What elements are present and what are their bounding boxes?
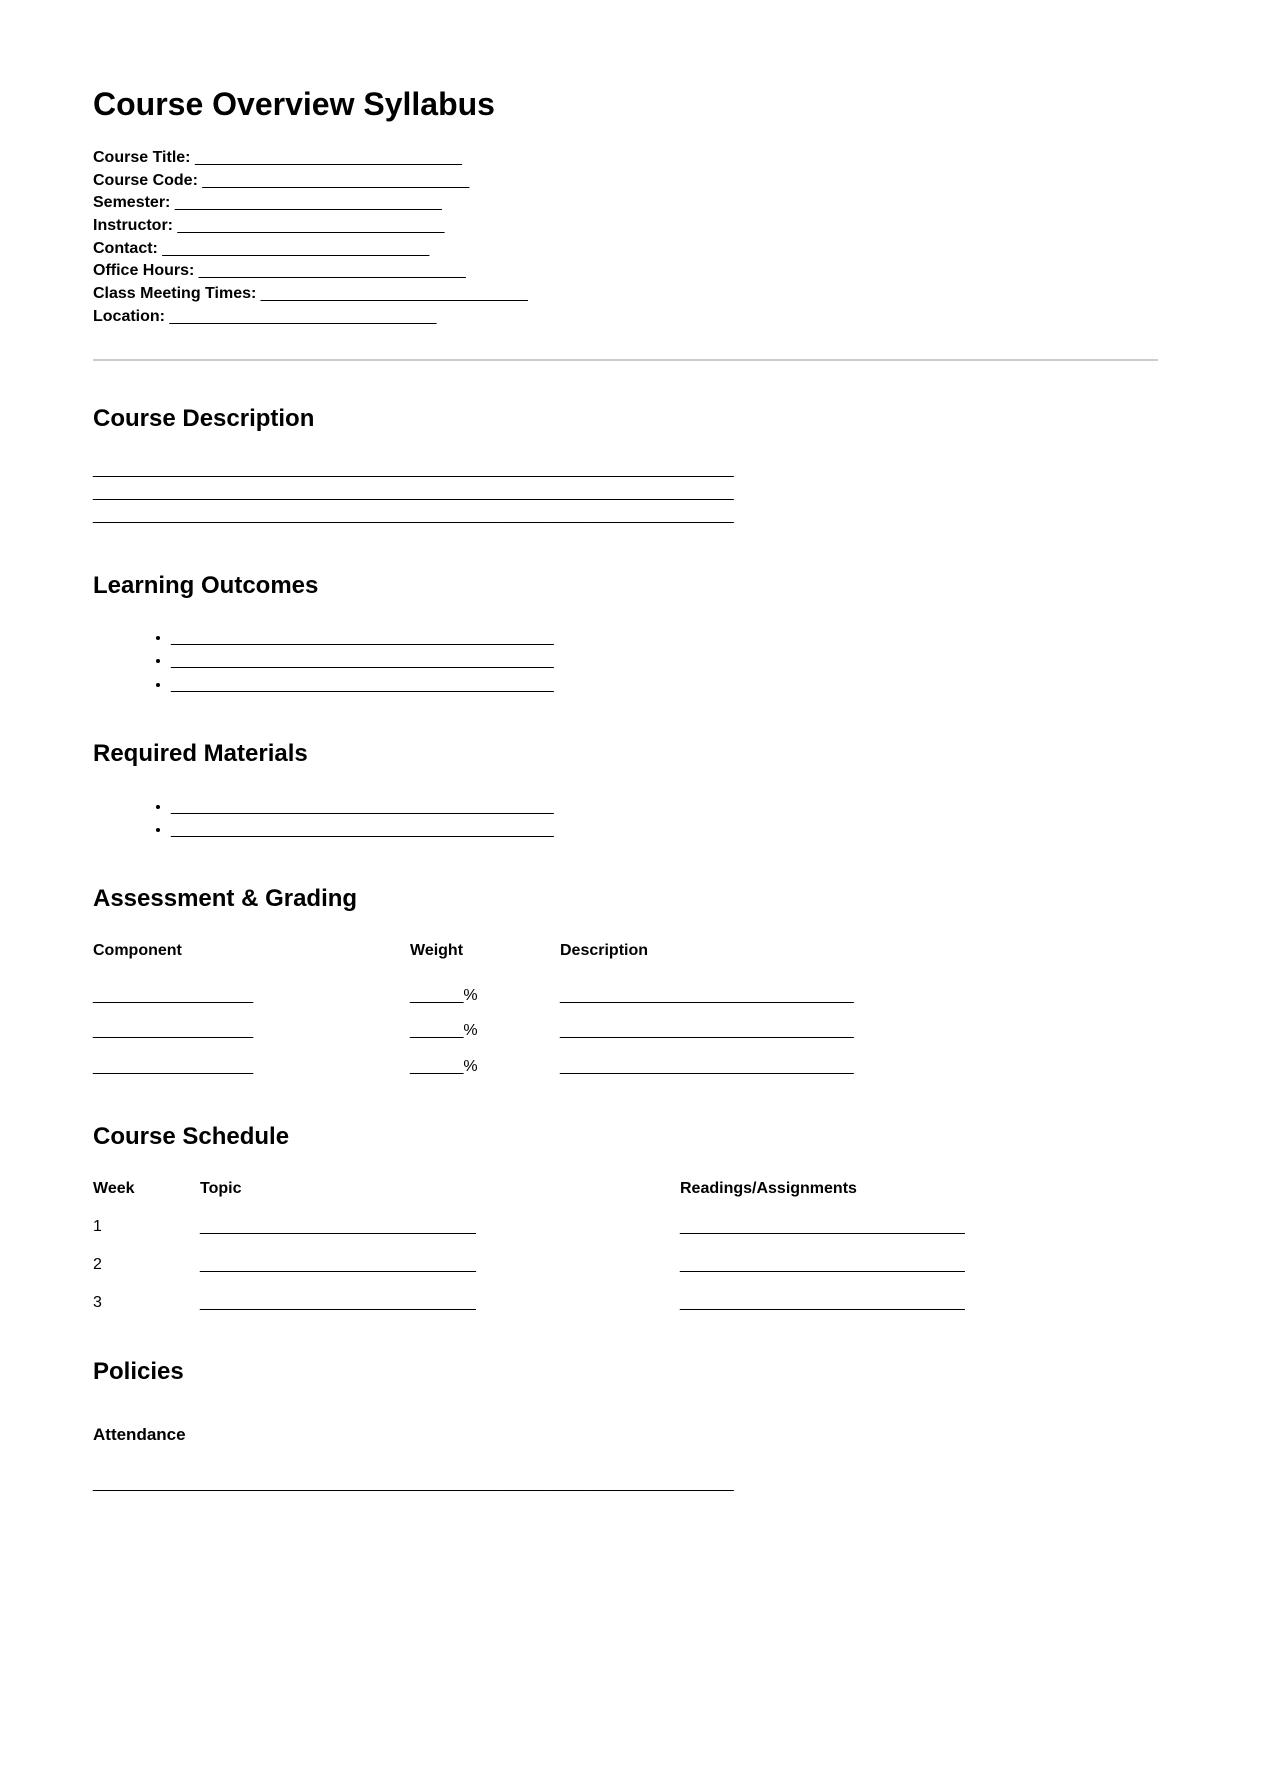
weight-cell <box>410 985 560 1008</box>
component-blank: __________________ <box>93 1057 254 1075</box>
field-label: Contact: <box>93 239 158 257</box>
list-item: • ___________________________________________ <box>171 673 1158 696</box>
weight-blank: ______ <box>410 1057 464 1075</box>
page-title: Course Overview Syllabus <box>93 86 495 122</box>
field-label: Semester: <box>93 194 171 212</box>
table-row <box>93 1020 1158 1043</box>
course-info-fields <box>93 147 1158 329</box>
weight-blank: ______ <box>410 986 464 1004</box>
topic-blank: _______________________________ <box>200 1293 476 1311</box>
readings-blank: ________________________________ <box>680 1293 965 1311</box>
list-item: • ___________________________________________ <box>171 795 1158 818</box>
attendance-blanks <box>93 1473 1158 1496</box>
field-blank: ______________________________ <box>198 262 466 280</box>
topic-blank: _______________________________ <box>200 1218 476 1236</box>
blank-line: ________________________________________________________________________ <box>93 484 734 502</box>
attendance-heading: Attendance <box>93 1425 186 1445</box>
weight-blank: ______ <box>410 1022 464 1040</box>
learning-outcomes-heading: Learning Outcomes <box>93 571 319 599</box>
policies-heading: Policies <box>93 1358 184 1386</box>
field-blank: ______________________________ <box>202 171 470 189</box>
table-row <box>93 1292 1158 1315</box>
list-item: • ___________________________________________ <box>171 649 1158 672</box>
field-blank: ______________________________ <box>169 307 437 325</box>
assessment-grading-heading: Assessment & Grading <box>93 885 358 913</box>
required-materials-list <box>93 795 1158 841</box>
column-header-component: Component <box>93 941 182 959</box>
weight-cell <box>410 1020 560 1043</box>
column-header-topic: Topic <box>200 1179 242 1197</box>
field-location <box>93 306 1158 329</box>
required-materials-heading: Required Materials <box>93 739 308 767</box>
column-header-readings: Readings/Assignments <box>680 1179 857 1197</box>
field-label: Course Title: <box>93 148 191 166</box>
table-row <box>93 985 1158 1008</box>
list-item: • ___________________________________________ <box>171 818 1158 841</box>
readings-blank: ________________________________ <box>680 1255 965 1273</box>
section-divider <box>93 359 1158 361</box>
field-label: Instructor: <box>93 216 173 234</box>
field-blank: ______________________________ <box>194 148 462 166</box>
table-row <box>93 1216 1158 1239</box>
blank-line: ________________________________________________________________________ <box>93 1475 734 1493</box>
topic-blank: _______________________________ <box>200 1255 476 1273</box>
assessment-table-header <box>93 940 1158 963</box>
field-course-title <box>93 147 1158 170</box>
schedule-table-header <box>93 1178 1158 1201</box>
percent-sign: % <box>463 986 478 1004</box>
field-label: Course Code: <box>93 171 198 189</box>
week-number: 3 <box>93 1293 102 1311</box>
field-instructor <box>93 215 1158 238</box>
percent-sign: % <box>463 1022 478 1040</box>
week-number: 2 <box>93 1255 102 1273</box>
week-number: 1 <box>93 1218 102 1236</box>
description-blank: _________________________________ <box>560 1022 854 1040</box>
column-header-weight: Weight <box>410 941 464 959</box>
field-class-meeting-times <box>93 283 1158 306</box>
field-blank: ______________________________ <box>174 194 442 212</box>
table-row <box>93 1056 1158 1079</box>
field-label: Location: <box>93 307 165 325</box>
column-header-description: Description <box>560 941 649 959</box>
learning-outcomes-list <box>93 626 1158 696</box>
description-blank: _________________________________ <box>560 1057 854 1075</box>
course-schedule-heading: Course Schedule <box>93 1122 290 1150</box>
table-row <box>93 1254 1158 1277</box>
field-contact <box>93 238 1158 261</box>
description-blank: _________________________________ <box>560 986 854 1004</box>
list-item: • ___________________________________________ <box>171 626 1158 649</box>
blank-line: ________________________________________________________________________ <box>93 506 734 524</box>
blank-line: ________________________________________________________________________ <box>93 461 734 479</box>
field-label: Office Hours: <box>93 262 195 280</box>
field-blank: ______________________________ <box>162 239 430 257</box>
readings-blank: ________________________________ <box>680 1218 965 1236</box>
weight-cell <box>410 1056 560 1079</box>
field-blank: ______________________________ <box>260 285 528 303</box>
field-course-code <box>93 170 1158 193</box>
component-blank: __________________ <box>93 1022 254 1040</box>
course-description-heading: Course Description <box>93 404 315 432</box>
course-description-blanks <box>93 459 1158 527</box>
component-blank: __________________ <box>93 986 254 1004</box>
column-header-week: Week <box>93 1179 135 1197</box>
percent-sign: % <box>463 1057 478 1075</box>
field-blank: ______________________________ <box>177 216 445 234</box>
field-office-hours <box>93 260 1158 283</box>
field-label: Class Meeting Times: <box>93 285 257 303</box>
field-semester <box>93 192 1158 215</box>
